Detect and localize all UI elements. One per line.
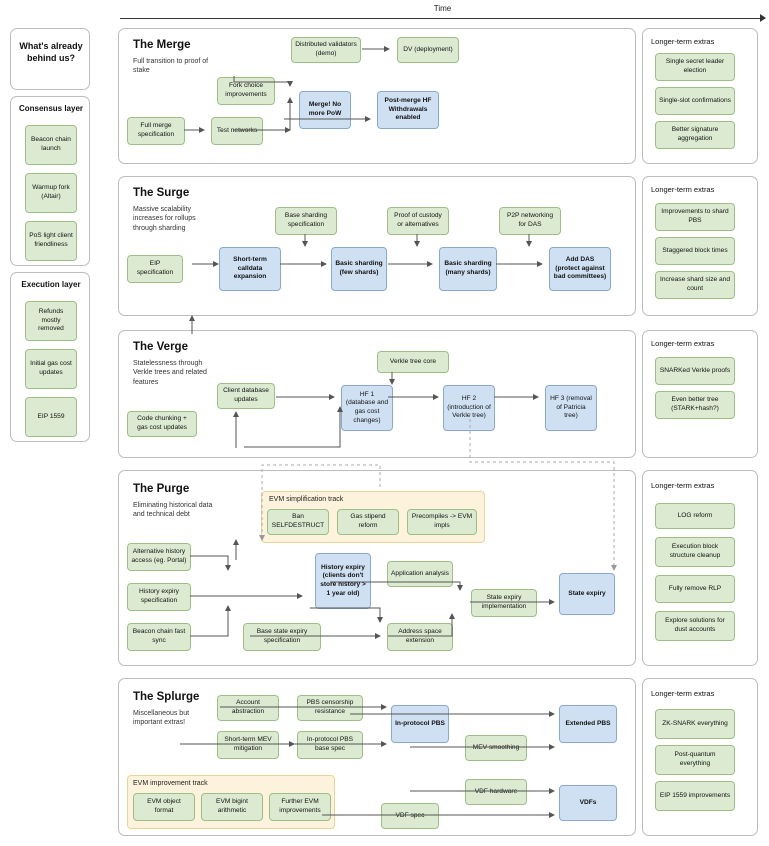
node-label: HF 1 (database and gas cost changes): [345, 390, 389, 424]
node-vdf-spec[interactable]: [381, 803, 439, 829]
node-label: In-protocol PBS: [395, 719, 445, 727]
node-label: Execution block structure cleanup: [669, 543, 721, 559]
node-label: Post-merge HF Withdrawals enabled: [384, 97, 432, 122]
node-label: EVM bigint arithmetic: [216, 798, 248, 814]
node-test-networks[interactable]: [211, 117, 263, 145]
node-dv-deployment[interactable]: [397, 37, 459, 63]
node-label: Post-quantum everything: [674, 751, 716, 767]
node-history-expiry[interactable]: [315, 553, 371, 609]
merge-title: The Merge: [133, 39, 191, 51]
node-label: Extended PBS: [565, 719, 611, 727]
extras-panel-merge: [642, 28, 758, 164]
node-short-term-calldata-expansion[interactable]: [219, 247, 281, 291]
node-label: History expiry (clients don't store history > 1 year old): [320, 563, 366, 597]
node-pbs-censorship-resistance[interactable]: [297, 695, 363, 721]
purge-subtitle: Eliminating historical data and technical debt: [133, 502, 213, 519]
node-vdfs[interactable]: [559, 785, 617, 821]
node-label: Warmup fork (Altair): [32, 184, 70, 200]
surge-subtitle: Massive scalability increases for rollups through sharding: [133, 206, 196, 232]
node-label: LOG reform: [677, 511, 713, 519]
execution-layer-title: Execution layer: [21, 280, 81, 289]
node-further-evm-improvements[interactable]: [269, 793, 331, 821]
execution-item-refunds-removed[interactable]: [25, 301, 77, 341]
panel-the-verge: [118, 330, 636, 458]
node-hf-3[interactable]: [545, 385, 597, 431]
node-label: Client database updates: [223, 387, 269, 403]
node-label: Add DAS (protect against bad committees): [553, 256, 607, 281]
node-label: Single-slot confirmations: [659, 96, 731, 104]
node-history-expiry-specification[interactable]: [127, 583, 191, 611]
node-ban-selfdestruct[interactable]: [267, 509, 329, 535]
node-label: Base state expiry specification: [256, 628, 308, 644]
node-label: DV (deployment): [403, 45, 453, 53]
consensus-item-warmup-fork[interactable]: [25, 173, 77, 213]
time-axis-line: [120, 18, 765, 19]
node-verkle-tree-core[interactable]: [377, 351, 449, 373]
node-label: Precompiles -> EVM impls: [411, 513, 473, 529]
node-label: Increase shard size and count: [659, 276, 730, 292]
time-axis: [120, 4, 765, 24]
execution-layer-panel: [10, 272, 90, 442]
node-label: Merge! No more PoW: [308, 101, 342, 117]
extras-title-splurge: Longer-term extras: [651, 689, 715, 698]
execution-item-eip-1559[interactable]: [25, 397, 77, 437]
extra-better-signature-aggregation[interactable]: [655, 121, 735, 149]
node-extended-pbs[interactable]: [559, 705, 617, 743]
time-axis-arrow: [760, 14, 766, 22]
node-basic-sharding-many-shards[interactable]: [439, 247, 497, 291]
extra-eip-1559-improvements[interactable]: [655, 781, 735, 811]
node-label: VDF spec: [395, 811, 425, 819]
node-label: P2P networking for DAS: [506, 212, 554, 228]
extras-panel-purge: [642, 470, 758, 666]
node-label: Fully remove RLP: [668, 584, 722, 592]
node-basic-sharding-few-shards[interactable]: [331, 247, 387, 291]
node-label: Even better tree (STARK+hash?): [671, 396, 719, 412]
node-label: Ban SELFDESTRUCT: [271, 513, 325, 529]
panel-the-surge: [118, 176, 636, 316]
extra-even-better-tree[interactable]: [655, 391, 735, 419]
node-label: Fork choice improvements: [225, 82, 267, 98]
node-label: Short-term MEV mitigation: [224, 736, 272, 752]
merge-subtitle: Full transition to proof of stake: [133, 58, 209, 75]
node-mev-smoothing[interactable]: [465, 735, 527, 761]
node-label: PBS censorship resistance: [306, 699, 354, 715]
node-label: Basic sharding (few shards): [335, 260, 383, 276]
node-base-sharding-specification[interactable]: [275, 207, 337, 235]
node-label: Initial gas cost updates: [30, 360, 72, 376]
verge-title: The Verge: [133, 341, 188, 353]
extra-single-slot-confirmations[interactable]: [655, 87, 735, 115]
left-header-title: What's already behind us?: [19, 41, 83, 63]
node-label: EVM object format: [147, 798, 181, 814]
node-label: PoS light client friendliness: [29, 232, 73, 248]
consensus-layer-panel: [10, 96, 90, 266]
node-gas-stipend-reform[interactable]: [337, 509, 399, 535]
extra-staggered-block-times[interactable]: [655, 237, 735, 265]
left-header-panel: [10, 28, 90, 90]
extra-execution-block-structure-cleanup[interactable]: [655, 537, 735, 567]
node-label: Account abstraction: [231, 699, 265, 715]
node-in-protocol-pbs[interactable]: [391, 705, 449, 743]
node-p2p-networking-for-das[interactable]: [499, 207, 561, 235]
node-post-merge-hf-withdrawals[interactable]: [377, 91, 439, 129]
node-label: State expiry: [568, 589, 606, 597]
node-label: EIP 1559 improvements: [659, 791, 731, 799]
extra-single-secret-leader-election[interactable]: [655, 53, 735, 81]
panel-the-merge: [118, 28, 636, 164]
node-state-expiry[interactable]: [559, 573, 615, 615]
extra-post-quantum-everything[interactable]: [655, 745, 735, 775]
extras-title-purge: Longer-term extras: [651, 481, 715, 490]
extras-panel-splurge: [642, 678, 758, 836]
node-label: Test networks: [216, 126, 258, 134]
extras-title-verge: Longer-term extras: [651, 339, 715, 348]
node-vdf-hardware[interactable]: [465, 779, 527, 805]
node-label: Improvements to shard PBS: [661, 208, 729, 224]
purge-title: The Purge: [133, 483, 190, 495]
node-client-database-updates[interactable]: [217, 383, 275, 409]
node-label: HF 2 (introduction of Verkle tree): [447, 395, 491, 420]
node-label: Address space extension: [398, 628, 442, 644]
node-label: Single secret leader election: [665, 58, 725, 74]
node-precompiles-evm-impls[interactable]: [407, 509, 477, 535]
extra-explore-solutions-for-dust-accounts[interactable]: [655, 611, 735, 641]
node-label: EIP specification: [136, 260, 174, 276]
node-label: Refunds mostly removed: [38, 308, 64, 333]
node-evm-bigint-arithmetic[interactable]: [201, 793, 263, 821]
extra-fully-remove-rlp[interactable]: [655, 575, 735, 603]
node-merge-no-more-pow[interactable]: [299, 91, 351, 129]
consensus-layer-title: Consensus layer: [18, 104, 84, 113]
node-beacon-chain-fast-sync[interactable]: [127, 623, 191, 651]
node-label: ZK-SNARK everything: [662, 719, 728, 727]
surge-title: The Surge: [133, 187, 190, 199]
node-fork-choice-improvements[interactable]: [217, 77, 275, 105]
node-full-merge-specification[interactable]: [127, 117, 185, 145]
node-eip-specification[interactable]: [127, 255, 183, 283]
extra-snarked-verkle-proofs[interactable]: [655, 357, 735, 385]
node-label: Further EVM improvements: [279, 798, 321, 814]
execution-item-initial-gas-cost-updates[interactable]: [25, 349, 77, 389]
node-add-das[interactable]: [549, 247, 611, 291]
node-label: Base sharding specification: [284, 212, 328, 228]
node-label: Alternative history access (eg. Portal): [131, 548, 187, 564]
evm-simplification-track-label: EVM simplification track: [269, 496, 344, 503]
node-label: Beacon chain fast sync: [132, 628, 186, 644]
extras-title-surge: Longer-term extras: [651, 185, 715, 194]
panel-the-splurge: [118, 678, 636, 836]
node-address-space-extension[interactable]: [387, 623, 453, 651]
node-short-term-mev-mitigation[interactable]: [217, 731, 279, 759]
node-label: EIP 1559: [37, 412, 65, 420]
node-label: Explore solutions for dust accounts: [665, 617, 725, 633]
node-label: In-protocol PBS base spec: [306, 736, 354, 752]
extra-zk-snark-everything[interactable]: [655, 709, 735, 739]
node-label: MEV smoothing: [472, 743, 520, 751]
node-alternative-history-access[interactable]: [127, 543, 191, 571]
node-proof-of-custody[interactable]: [387, 207, 449, 235]
consensus-item-beacon-chain-launch[interactable]: [25, 125, 77, 165]
node-label: Code chunking + gas cost updates: [137, 415, 187, 431]
node-label: Verkle tree core: [389, 357, 437, 365]
node-label: Staggered block times: [662, 246, 728, 254]
panel-the-purge: [118, 470, 636, 666]
node-label: Distributed validators (demo): [295, 41, 357, 57]
node-evm-object-format[interactable]: [133, 793, 195, 821]
verge-subtitle: Statelessness through Verkle trees and related features: [133, 360, 207, 386]
node-label: Better signature aggregation: [671, 126, 719, 142]
time-axis-label: Time: [433, 4, 452, 13]
node-label: VDF hardware: [474, 787, 518, 795]
node-base-state-expiry-specification[interactable]: [243, 623, 321, 651]
splurge-subtitle: Miscellaneous but important extras!: [133, 710, 190, 727]
evm-improvement-track-label: EVM improvement track: [133, 780, 208, 787]
node-hf-1[interactable]: [341, 385, 393, 431]
node-label: Short-term calldata expansion: [233, 256, 267, 281]
node-account-abstraction[interactable]: [217, 695, 279, 721]
node-distributed-validators-demo[interactable]: [291, 37, 361, 63]
node-label: HF 3 (removal of Patricia tree): [550, 395, 592, 420]
extras-title-merge: Longer-term extras: [651, 37, 715, 46]
node-label: VDFs: [579, 798, 597, 806]
node-hf-2[interactable]: [443, 385, 495, 431]
node-label: Application analysis: [391, 569, 449, 577]
extra-log-reform[interactable]: [655, 503, 735, 529]
node-in-protocol-pbs-base-spec[interactable]: [297, 731, 363, 759]
node-label: History expiry specification: [139, 588, 179, 604]
splurge-title: The Splurge: [133, 691, 200, 703]
node-label: Full merge specification: [137, 122, 175, 138]
node-code-chunking-gas-cost-updates[interactable]: [127, 411, 197, 437]
extra-increase-shard-size-and-count[interactable]: [655, 271, 735, 299]
node-label: Basic sharding (many shards): [444, 260, 492, 276]
consensus-item-pos-light-client[interactable]: [25, 221, 77, 261]
node-label: Beacon chain launch: [31, 136, 71, 152]
extra-improvements-to-shard-pbs[interactable]: [655, 203, 735, 231]
node-label: Proof of custody or alternatives: [394, 212, 442, 228]
node-label: State expiry implementation: [481, 594, 527, 610]
extras-panel-verge: [642, 330, 758, 458]
extras-panel-surge: [642, 176, 758, 316]
node-application-analysis[interactable]: [387, 561, 453, 587]
node-label: SNARKed Verkle proofs: [659, 366, 731, 374]
node-state-expiry-implementation[interactable]: [471, 589, 537, 617]
node-label: Gas stipend reform: [350, 513, 386, 529]
